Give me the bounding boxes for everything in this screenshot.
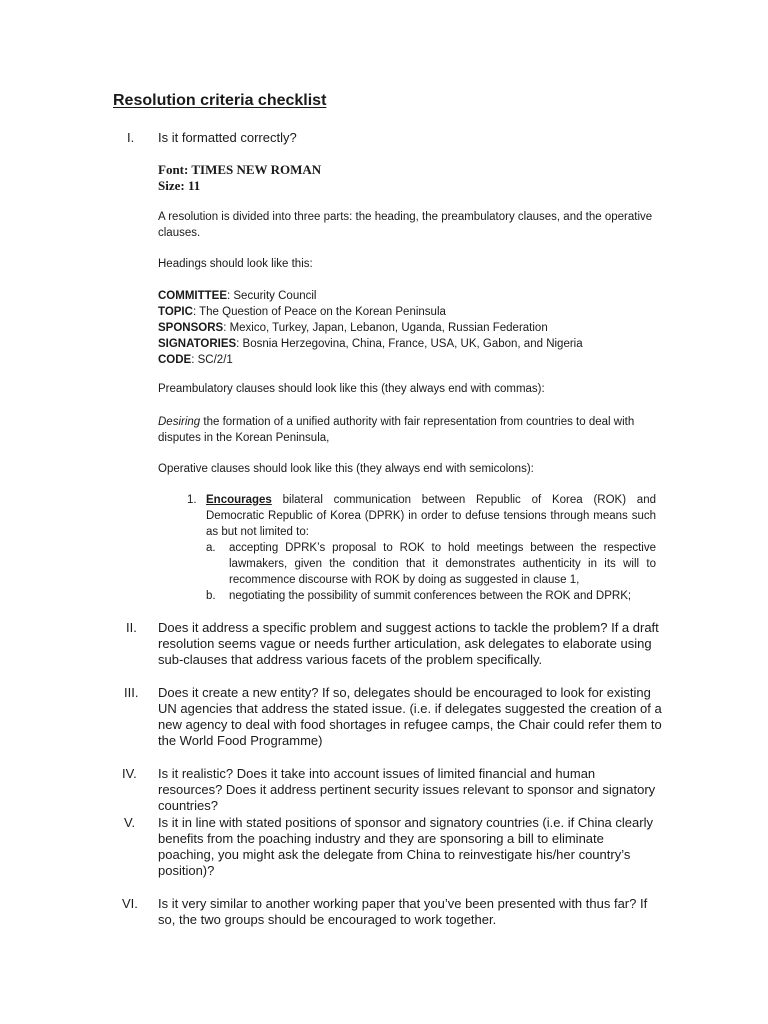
item-2-question: Does it address a specific problem and suggest actions to tackle the problem? If a draft resolution seems vague or needs further articulation, ask delegates to elaborate using sub-clauses that address various facets of the problem specifically.	[158, 620, 659, 667]
sub-clause-a-label: a.	[206, 542, 216, 554]
item-1-question: Is it formatted correctly?	[158, 130, 297, 145]
heading-field-sponsors: SPONSORS: Mexico, Turkey, Japan, Lebanon, Uganda, Russian Federation	[158, 322, 548, 334]
item-5-question: Is it in line with stated positions of sponsor and signatory countries (i.e. if China clearly benefits from the poaching industry and they are sponsoring a bill to eliminate poaching, you might ask the delegate from China to reinvestigate his/her country’s position)?	[158, 815, 653, 878]
headings-intro: Headings should look like this:	[158, 258, 313, 270]
font-line: Font: TIMES NEW ROMAN	[158, 162, 322, 177]
item-6-question: Is it very similar to another working paper that you’ve been presented with thus far? If so, the two groups should be encouraged to work together.	[158, 896, 648, 927]
preambulatory-intro: Preambulatory clauses should look like this (they always end with commas):	[158, 383, 545, 395]
item-4-numeral: IV.	[122, 766, 137, 781]
item-6-numeral: VI.	[122, 896, 138, 911]
resolution-intro: A resolution is divided into three parts: the heading, the preambulatory clauses, and the operative clauses.	[158, 211, 653, 239]
preambulatory-example: Desiring the formation of a unified authority with fair representation from countries to deal with disputes in the Korean Peninsula,	[158, 416, 635, 444]
size-line: Size: 11	[158, 178, 201, 193]
sub-clause-b-label: b.	[206, 590, 216, 602]
sub-clause-b: negotiating the possibility of summit conferences between the ROK and DPRK;	[229, 590, 632, 602]
item-3-numeral: III.	[124, 685, 139, 700]
operative-clause-example: Encourages bilateral communication between Republic of Korea (ROK) and Democratic Republic of Korea (DPRK) in order to defuse tensions through means such as but not limited to:	[206, 494, 656, 538]
item-2-numeral: II.	[126, 620, 137, 635]
item-5-numeral: V.	[124, 815, 136, 830]
item-4-question: Is it realistic? Does it take into account issues of limited financial and human resources? Does it address pertinent security issues relevant to sponsor and signatory countries?	[158, 766, 656, 813]
heading-field-committee: COMMITTEE: Security Council	[158, 290, 317, 302]
operative-intro: Operative clauses should look like this (they always end with semicolons):	[158, 463, 534, 475]
heading-field-signatories: SIGNATORIES: Bosnia Herzegovina, China, France, USA, UK, Gabon, and Nigeria	[158, 338, 583, 350]
item-1-numeral: I.	[127, 130, 135, 145]
operative-clause-number: 1.	[187, 494, 197, 506]
heading-example	[158, 288, 678, 368]
sub-clause-a: accepting DPRK’s proposal to ROK to hold meetings between the respective lawmakers, given the condition that it demonstrates authenticity in its will to recommence discourse with ROK by doing as suggested in clause 1,	[229, 542, 656, 586]
heading-field-topic: TOPIC: The Question of Peace on the Korean Peninsula	[158, 306, 446, 318]
document-title: Resolution criteria checklist	[113, 92, 327, 109]
item-3-question: Does it create a new entity? If so, delegates should be encouraged to look for existing UN agencies that address the stated issue. (i.e. if delegates suggested the creation of a new agency to deal with food shortages in refugee camps, the Chair could refer them to the World Food Programme)	[158, 685, 662, 748]
heading-field-code: CODE: SC/2/1	[158, 354, 233, 366]
